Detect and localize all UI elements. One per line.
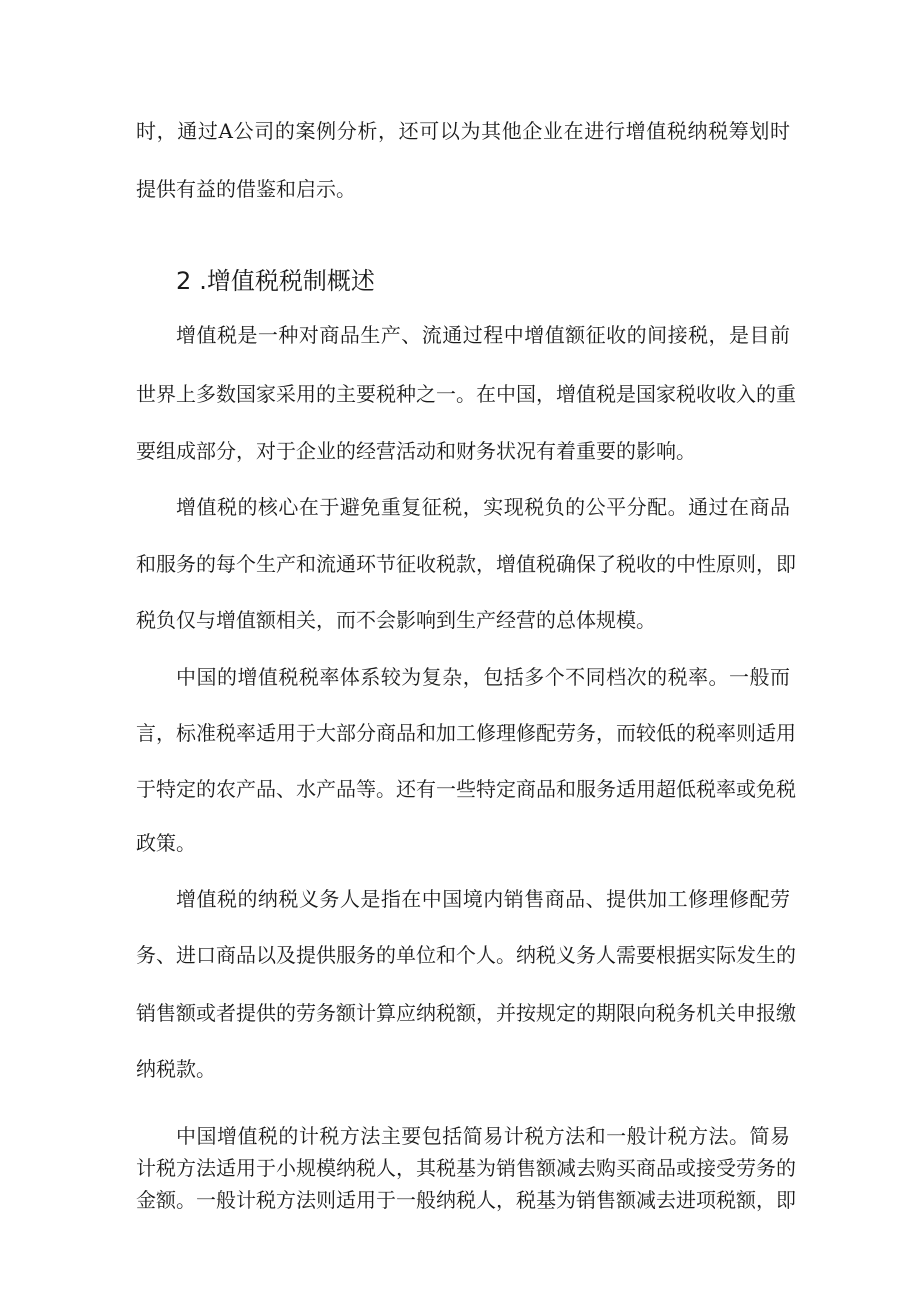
paragraph-line: 提供有益的借鉴和启示。 [136, 177, 356, 201]
paragraph-line: 中国增值税的计税方法主要包括简易计税方法和一般计税方法。简易 [176, 1124, 790, 1148]
section-heading [176, 266, 375, 296]
section-title: .增值税税制概述 [199, 267, 375, 295]
paragraph-line: 言，标准税率适用于大部分商品和加工修理修配劳务，而较低的税率则适用 [136, 721, 796, 745]
paragraph-line: 中国的增值税税率体系较为复杂，包括多个不同档次的税率。一般而 [176, 665, 790, 689]
paragraph-line: 时，通过A公司的案例分析，还可以为其他企业在进行增值税纳税筹划时 [136, 119, 790, 143]
section-number: 2 [176, 267, 200, 295]
paragraph-line: 于特定的农产品、水产品等。还有一些特定商品和服务适用超低税率或免税 [136, 777, 796, 801]
paragraph-line: 增值税是一种对商品生产、流通过程中增值额征收的间接税，是目前 [176, 323, 790, 347]
paragraph-line: 销售额或者提供的劳务额计算应纳税额，并按规定的期限向税务机关申报缴 [136, 1001, 796, 1025]
paragraph-line: 政策。 [136, 831, 196, 855]
paragraph-line: 计税方法适用于小规模纳税人，其税基为销售额减去购买商品或接受劳务的 [136, 1156, 796, 1180]
paragraph-line: 务、进口商品以及提供服务的单位和个人。纳税义务人需要根据实际发生的 [136, 943, 796, 967]
paragraph-line: 税负仅与增值额相关，而不会影响到生产经营的总体规模。 [136, 608, 656, 632]
paragraph-line: 增值税的纳税义务人是指在中国境内销售商品、提供加工修理修配劳 [176, 887, 790, 911]
paragraph-line: 纳税款。 [136, 1057, 216, 1081]
paragraph-line: 和服务的每个生产和流通环节征收税款，增值税确保了税收的中性原则，即 [136, 552, 796, 576]
paragraph-line: 增值税的核心在于避免重复征税，实现税负的公平分配。通过在商品 [176, 495, 790, 519]
paragraph-line: 世界上多数国家采用的主要税种之一。在中国，增值税是国家税收收入的重 [136, 382, 796, 406]
paragraph-line: 要组成部分，对于企业的经营活动和财务状况有着重要的影响。 [136, 439, 696, 463]
paragraph-line: 金额。一般计税方法则适用于一般纳税人，税基为销售额减去进项税额，即 [136, 1188, 796, 1212]
